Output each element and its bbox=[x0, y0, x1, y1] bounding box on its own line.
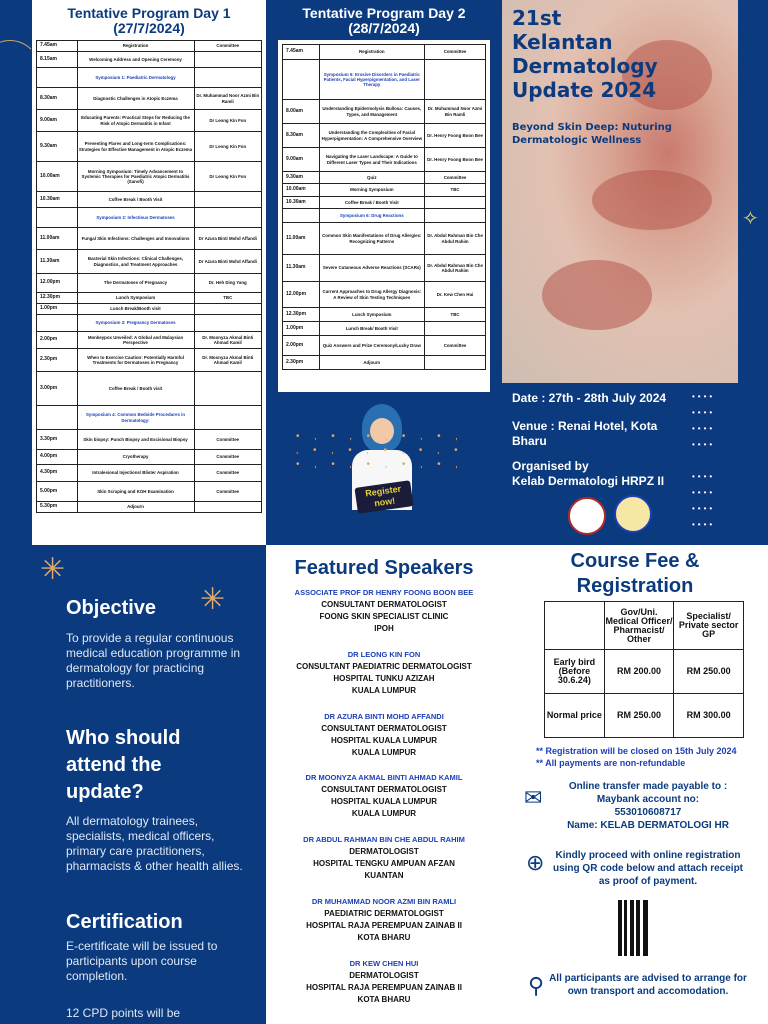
time-cell: 2.30pm bbox=[283, 356, 320, 370]
speaker-card bbox=[266, 896, 502, 944]
speaker-detail: DERMATOLOGIST bbox=[349, 971, 419, 980]
decorative-dots: •••• •••• •••• •••• bbox=[692, 472, 716, 529]
cpd-text: 12 CPD points will be bbox=[66, 1006, 181, 1020]
club-logo bbox=[568, 497, 606, 535]
account-label: Maybank account no: bbox=[596, 794, 700, 805]
speaker-detail: KUANTAN bbox=[364, 871, 404, 880]
rash-patch bbox=[592, 170, 712, 230]
mail-icon: ✉ bbox=[524, 785, 543, 810]
speaker-detail: HOSPITAL KUALA LUMPUR bbox=[330, 736, 438, 745]
speaker-cell: Committee bbox=[194, 465, 262, 482]
speaker-cell bbox=[194, 304, 262, 315]
blue-side-strip bbox=[738, 0, 768, 545]
fee-row-label: Normal price bbox=[545, 694, 605, 738]
symposium-row bbox=[37, 68, 262, 88]
schedule-row bbox=[283, 223, 486, 255]
location-pin-icon: ⚲ bbox=[528, 973, 545, 998]
schedule-row bbox=[283, 282, 486, 308]
speaker-detail: IPOH bbox=[374, 624, 394, 633]
symposium-row bbox=[37, 406, 262, 430]
speaker-name: ASSOCIATE PROF DR HENRY FOONG BOON BEE bbox=[294, 588, 474, 597]
schedule-row bbox=[283, 336, 486, 356]
star-icon: ✳ bbox=[40, 553, 66, 586]
time-cell bbox=[37, 68, 78, 88]
time-cell: 3.30pm bbox=[37, 430, 78, 450]
speaker-detail: HOSPITAL KUALA LUMPUR bbox=[330, 797, 438, 806]
schedule-row bbox=[37, 162, 262, 192]
day1-schedule-card bbox=[32, 0, 266, 545]
speaker-card bbox=[266, 772, 502, 820]
schedule-row bbox=[37, 349, 262, 372]
time-cell: 11.00am bbox=[283, 223, 320, 255]
header-time: 7.45am bbox=[283, 45, 320, 60]
speaker-name: DR AZURA BINTI MOHD AFFANDI bbox=[324, 712, 444, 721]
speaker-detail: HOSPITAL TUNKU AZIZAH bbox=[333, 674, 435, 683]
schedule-row bbox=[283, 100, 486, 124]
speaker-cell bbox=[194, 208, 262, 228]
speaker-name: DR MOONYZA AKMAL BINTI AHMAD KAMIL bbox=[305, 773, 463, 782]
time-cell: 5.00pm bbox=[37, 482, 78, 502]
speaker-cell: Dr Azura Binti Mohd Affandi bbox=[194, 250, 262, 274]
speaker-detail: FOONG SKIN SPECIALIST CLINIC bbox=[319, 612, 449, 621]
time-cell bbox=[37, 208, 78, 228]
speaker-name: DR LEONG KIN FON bbox=[347, 650, 421, 659]
speaker-cell: Dr. Moonyza Akmal Binti Ahmad Kamil bbox=[194, 332, 262, 349]
schedule-row bbox=[37, 110, 262, 132]
session-cell: Common Skin Manifestations of Drug Allergies: Recognizing Patterns bbox=[319, 223, 425, 255]
star-icon: ✳ bbox=[200, 583, 226, 616]
register-badge[interactable]: Register now! bbox=[354, 480, 413, 514]
time-cell: 11.30am bbox=[283, 255, 320, 282]
session-cell: Skin biopsy: Punch Biopsy and Excisional Biopsy bbox=[77, 430, 194, 450]
schedule-row bbox=[37, 192, 262, 208]
schedule-row bbox=[37, 228, 262, 250]
speaker-cell: TBC bbox=[425, 184, 486, 197]
speaker-detail: HOSPITAL TENGKU AMPUAN AFZAN bbox=[313, 859, 455, 868]
header-session: Registration bbox=[319, 45, 425, 60]
speaker-detail: KUALA LUMPUR bbox=[351, 686, 417, 695]
time-cell: 12.00pm bbox=[37, 274, 78, 293]
schedule-row bbox=[283, 322, 486, 336]
speaker-cell: Dr. Muhammad Noor Azmi Bin Ramli bbox=[425, 100, 486, 124]
speaker-card bbox=[266, 958, 502, 1006]
schedule-row bbox=[37, 372, 262, 406]
speaker-detail: HOSPITAL RAJA PEREMPUAN ZAINAB II bbox=[306, 921, 462, 930]
speaker-detail: HOSPITAL RAJA PEREMPUAN ZAINAB II bbox=[306, 983, 462, 992]
schedule-row bbox=[37, 430, 262, 450]
day1-table bbox=[36, 40, 262, 513]
session-cell: Current Approaches to Drug Allergy Diagnosis: A Review of Skin Testing Techniques bbox=[319, 282, 425, 308]
speaker-name: DR ABDUL RAHMAN BIN CHE ABDUL RAHIM bbox=[303, 835, 465, 844]
session-cell: When to Exercise Caution: Potentially Harmful Treatments for Dermatoses in Pregnancy bbox=[77, 349, 194, 372]
event-venue: Venue : Renai Hotel, Kota Bharu bbox=[512, 419, 658, 448]
session-cell: Coffee Break / Booth Visit bbox=[77, 192, 194, 208]
speaker-cell bbox=[194, 406, 262, 430]
symposium-title: Symposium 5: Erosive Disorders in Paediatric Patients, Facial Hyperpigmentation, and Laser Therapy bbox=[319, 60, 425, 100]
session-cell: Lunch Symposium bbox=[319, 308, 425, 322]
fee-col-gov: Gov/Uni. Medical Officer/ Pharmacist/ Other bbox=[604, 602, 674, 650]
time-cell: 11.30am bbox=[37, 250, 78, 274]
speaker-cell bbox=[194, 372, 262, 406]
transfer-label: Online transfer made payable to : bbox=[568, 781, 728, 792]
decorative-dots: •••• •••• •••• •••• bbox=[692, 392, 716, 449]
time-cell bbox=[283, 60, 320, 100]
speaker-detail: CONSULTANT DERMATOLOGIST bbox=[321, 600, 447, 609]
speaker-card bbox=[266, 834, 502, 882]
time-cell: 9.00am bbox=[283, 148, 320, 172]
event-date: Date : 27th - 28th July 2024 bbox=[512, 391, 667, 405]
session-cell: The Dermatoses of Pregnancy bbox=[77, 274, 194, 293]
schedule-row bbox=[37, 304, 262, 315]
cover-title-line: Update 2024 bbox=[512, 78, 657, 102]
speaker-detail: DERMATOLOGIST bbox=[349, 847, 419, 856]
fee-heading-line: Registration bbox=[576, 575, 694, 597]
objective-heading: Objective bbox=[66, 597, 157, 619]
day2-table bbox=[282, 44, 486, 370]
schedule-row bbox=[37, 465, 262, 482]
speaker-cell: Committee bbox=[425, 336, 486, 356]
time-cell: 5.30pm bbox=[37, 502, 78, 513]
speaker-cell: Dr. Abdul Rahman Bin Che Abdul Rahim bbox=[425, 255, 486, 282]
speaker-detail: KUALA LUMPUR bbox=[351, 748, 417, 757]
schedule-row bbox=[37, 274, 262, 293]
account-name: Name: KELAB DERMATOLOGI HR bbox=[567, 820, 729, 831]
fee-value: RM 300.00 bbox=[674, 694, 744, 738]
sparkle-icon: ✧ bbox=[742, 208, 759, 230]
table-header-row bbox=[37, 41, 262, 52]
rash-patch bbox=[542, 260, 652, 330]
time-cell: 10.30am bbox=[37, 192, 78, 208]
fee-value: RM 250.00 bbox=[604, 694, 674, 738]
time-cell: 8.15am bbox=[37, 52, 78, 68]
schedule-row bbox=[37, 482, 262, 502]
symposium-row bbox=[283, 209, 486, 223]
refund-note: ** All payments are non-refundable bbox=[536, 758, 686, 768]
online-registration-text: Kindly proceed with online registration using QR code below and attach receipt as proof of payment. bbox=[552, 850, 744, 887]
time-cell bbox=[37, 315, 78, 332]
session-cell: Adjourn bbox=[77, 502, 194, 513]
symposium-row bbox=[37, 208, 262, 228]
header-chair: Committee bbox=[194, 41, 262, 52]
cover-title-line: Kelantan bbox=[512, 30, 613, 54]
cover-title-line: 21st bbox=[512, 6, 562, 30]
cover-subtitle: Beyond Skin Deep: Nuturing Dermatologic Wellness bbox=[512, 122, 672, 146]
fee-header-row bbox=[545, 602, 744, 650]
speaker-cell: Committee bbox=[194, 482, 262, 502]
time-cell: 10.00am bbox=[37, 162, 78, 192]
symposium-row bbox=[283, 60, 486, 100]
time-cell: 12.30pm bbox=[37, 293, 78, 304]
speakers-panel bbox=[266, 545, 502, 1024]
speaker-detail: KOTA BHARU bbox=[357, 995, 411, 1004]
time-cell: 1.00pm bbox=[283, 322, 320, 336]
speakers-heading: Featured Speakers bbox=[294, 557, 474, 579]
header-chair: Committee bbox=[425, 45, 486, 60]
time-cell: 4.00pm bbox=[37, 450, 78, 465]
certification-text: E-certificate will be issued to participants upon course completion. bbox=[66, 939, 218, 983]
speaker-name: DR KEW CHEN HUI bbox=[349, 959, 419, 968]
session-cell: Cryotherapy bbox=[77, 450, 194, 465]
speaker-cell: Dr. Muhammad Noor Azmi Bin Ramli bbox=[194, 88, 262, 110]
time-cell: 4.30pm bbox=[37, 465, 78, 482]
speaker-cell: Dr. Abdul Rahman Bin Che Abdul Rahim bbox=[425, 223, 486, 255]
decorative-dots: • ‚ • ‚ • ‚ • ‚ • ‚ ‚ • ‚ • ‚ • ‚ • ‚ • • ‚ • ‚ • ‚ • ‚ • ‚ bbox=[296, 431, 464, 470]
who-heading: Who should attend the update? bbox=[66, 727, 181, 803]
session-cell: Lunch Break/Booth visit bbox=[77, 304, 194, 315]
speaker-detail: CONSULTANT DERMATOLOGIST bbox=[321, 724, 447, 733]
speaker-cell: Committee bbox=[194, 450, 262, 465]
speaker-cell bbox=[194, 52, 262, 68]
session-cell: Preventing Flares and Long-term Complications: Strategies for Effective Management in Atopic Eczema bbox=[77, 132, 194, 162]
fee-panel bbox=[502, 545, 768, 1024]
account-number: 553010608717 bbox=[614, 807, 682, 818]
speaker-cell: Dr Leong Kin Fon bbox=[194, 162, 262, 192]
event-info bbox=[502, 383, 738, 545]
speaker-cell bbox=[425, 197, 486, 209]
schedule-row bbox=[283, 184, 486, 197]
fee-row bbox=[545, 694, 744, 738]
session-cell: Quiz Answers and Prize Ceremony/Lucky Draw bbox=[319, 336, 425, 356]
speaker-cell: TBC bbox=[425, 308, 486, 322]
organiser-name: Kelab Dermatologi HRPZ II bbox=[512, 474, 665, 488]
speaker-cell: Dr Leong Kin Fon bbox=[194, 132, 262, 162]
speaker-cell bbox=[425, 209, 486, 223]
fee-row-label: Early bird (Before 30.6.24) bbox=[545, 650, 605, 694]
schedule-row bbox=[283, 124, 486, 148]
day1-panel bbox=[0, 0, 266, 545]
globe-icon: ⊕ bbox=[526, 850, 545, 875]
time-cell: 11.00am bbox=[37, 228, 78, 250]
time-cell bbox=[283, 209, 320, 223]
speaker-cell: Dr. Moonyza Akmal Binti Ahmad Kamil bbox=[194, 349, 262, 372]
session-cell: Adjourn bbox=[319, 356, 425, 370]
day1-title bbox=[32, 0, 266, 36]
session-cell: Bacterial Skin Infections: Clinical Challenges, Diagnostics, and Treatment Approaches bbox=[77, 250, 194, 274]
session-cell: Morning Symposium bbox=[319, 184, 425, 197]
schedule-row bbox=[37, 52, 262, 68]
schedule-row bbox=[37, 250, 262, 274]
session-cell: Welcoming Address and Opening Ceremony bbox=[77, 52, 194, 68]
speaker-cell: Dr. Kew Chen Hui bbox=[425, 282, 486, 308]
speaker-detail: CONSULTANT DERMATOLOGIST bbox=[321, 785, 447, 794]
day2-panel bbox=[266, 0, 502, 545]
schedule-row bbox=[37, 88, 262, 110]
fee-row bbox=[545, 650, 744, 694]
time-cell: 10.00am bbox=[283, 184, 320, 197]
who-text: All dermatology trainees, specialists, medical officers, primary care practitioners, pharmacists & other health allies. bbox=[66, 814, 243, 873]
speaker-cell: TBC bbox=[194, 293, 262, 304]
speaker-cell: Committee bbox=[194, 430, 262, 450]
symposium-title: Symposium 4: Common Bedside Procedures in Dermatology: bbox=[77, 406, 194, 430]
symposium-title: Symposium 6: Drug Reactions bbox=[319, 209, 425, 223]
speaker-cell bbox=[425, 60, 486, 100]
schedule-row bbox=[37, 450, 262, 465]
time-cell bbox=[37, 406, 78, 430]
header-time: 7.45am bbox=[37, 41, 78, 52]
session-cell: Navigating the Laser Landscape: A Guide to Different Laser Types and Their Indications bbox=[319, 148, 425, 172]
speaker-cell: Dr. Henry Foong Boon Bee bbox=[425, 124, 486, 148]
speaker-card bbox=[266, 649, 502, 697]
speaker-detail: CONSULTANT PAEDIATRIC DERMATOLOGIST bbox=[296, 662, 472, 671]
speaker-card bbox=[266, 587, 502, 635]
time-cell: 1.00pm bbox=[37, 304, 78, 315]
schedule-row bbox=[283, 197, 486, 209]
symposium-title: Symposium 1: Paediatric Dermatology bbox=[77, 68, 194, 88]
speaker-cell bbox=[194, 315, 262, 332]
time-cell: 9.00am bbox=[37, 110, 78, 132]
speaker-cell: Dr Azura Binti Mohd Affandi bbox=[194, 228, 262, 250]
speaker-cell bbox=[425, 356, 486, 370]
session-cell: Fungal Skin Infections: Challenges and Innovations bbox=[77, 228, 194, 250]
day2-title-text: Tentative Program Day 2 bbox=[302, 5, 466, 21]
symposium-row bbox=[37, 315, 262, 332]
time-cell: 9.30am bbox=[37, 132, 78, 162]
objective-panel bbox=[32, 545, 266, 1024]
speaker-cell bbox=[425, 322, 486, 336]
fee-col-specialist: Specialist/ Private sector GP bbox=[674, 602, 744, 650]
schedule-row bbox=[37, 502, 262, 513]
time-cell: 9.30am bbox=[283, 172, 320, 184]
hospital-logo bbox=[614, 495, 652, 533]
time-cell: 8.00am bbox=[283, 100, 320, 124]
schedule-row bbox=[283, 255, 486, 282]
transport-note: All participants are advised to arrange for own transport and accomodation. bbox=[549, 973, 747, 997]
session-cell: Morning Symposium: Timely Advancement to Systemic Therapies for Paediatric Atopic Dermatitis (Sanofi) bbox=[77, 162, 194, 192]
time-cell: 12.00pm bbox=[283, 282, 320, 308]
session-cell: Coffee Break / Booth visit bbox=[77, 372, 194, 406]
session-cell: Skin Scraping and KOH Examination bbox=[77, 482, 194, 502]
day2-date: (28/7/2024) bbox=[348, 20, 420, 36]
session-cell: Understanding Epidermolysis Bullosa: Causes, Types, and Management bbox=[319, 100, 425, 124]
schedule-row bbox=[283, 148, 486, 172]
session-cell: Understanding the Complexities of Facial Hyperpigmentation: A Comprehensive Overview bbox=[319, 124, 425, 148]
speaker-name: DR MUHAMMAD NOOR AZMI BIN RAMLI bbox=[311, 897, 457, 906]
speaker-detail: KUALA LUMPUR bbox=[351, 809, 417, 818]
time-cell: 10.30am bbox=[283, 197, 320, 209]
time-cell: 2.00pm bbox=[283, 336, 320, 356]
speaker-cell: Committee bbox=[425, 172, 486, 184]
schedule-row bbox=[37, 132, 262, 162]
time-cell: 3.00pm bbox=[37, 372, 78, 406]
schedule-row bbox=[283, 356, 486, 370]
fee-value: RM 200.00 bbox=[604, 650, 674, 694]
day1-date: (27/7/2024) bbox=[113, 20, 185, 36]
session-cell: Intralesional Injections/ Blister Aspiration bbox=[77, 465, 194, 482]
registration-note: ** Registration will be closed on 15th July 2024 bbox=[536, 746, 737, 756]
time-cell: 8.30am bbox=[37, 88, 78, 110]
speaker-detail: PAEDIATRIC DERMATOLOGIST bbox=[324, 909, 444, 918]
schedule-row bbox=[283, 172, 486, 184]
schedule-row bbox=[37, 332, 262, 349]
fee-heading bbox=[502, 549, 768, 599]
session-cell: Severe Cutaneous Adverse Reactions (SCARs) bbox=[319, 255, 425, 282]
day2-title bbox=[278, 0, 490, 40]
symposium-title: Symposium 2: Infectious Dermatoses bbox=[77, 208, 194, 228]
table-header-row bbox=[283, 45, 486, 60]
cover-title bbox=[512, 6, 732, 102]
cover-panel bbox=[502, 0, 768, 545]
speaker-cell: Dr Leong Kin Fon bbox=[194, 110, 262, 132]
certification-heading: Certification bbox=[66, 911, 183, 933]
session-cell: Lunch Symposium bbox=[77, 293, 194, 304]
session-cell: Quiz bbox=[319, 172, 425, 184]
day1-title-text: Tentative Program Day 1 bbox=[67, 5, 231, 21]
time-cell: 8.30am bbox=[283, 124, 320, 148]
fee-value: RM 250.00 bbox=[674, 650, 744, 694]
header-session: Registration bbox=[77, 41, 194, 52]
cover-title-line: Dermatology bbox=[512, 54, 658, 78]
fee-heading-line: Course Fee & bbox=[570, 550, 700, 572]
speaker-card bbox=[266, 711, 502, 759]
symposium-title: Symposium 3: Pregnancy Dermatoses bbox=[77, 315, 194, 332]
speaker-cell bbox=[194, 502, 262, 513]
speaker-cell bbox=[194, 192, 262, 208]
session-cell: Coffee Break / Booth Visit bbox=[319, 197, 425, 209]
time-cell: 2.30pm bbox=[37, 349, 78, 372]
time-cell: 2.00pm bbox=[37, 332, 78, 349]
day2-schedule-card bbox=[278, 0, 490, 392]
organised-label: Organised by bbox=[512, 459, 589, 473]
schedule-row bbox=[37, 293, 262, 304]
speaker-cell: Dr. Henry Foong Boon Bee bbox=[425, 148, 486, 172]
schedule-row bbox=[283, 308, 486, 322]
session-cell: Monkeypox Unveiled: A Global and Malaysian Perspective bbox=[77, 332, 194, 349]
session-cell: Educating Parents: Practical Steps for Reducing the Risk of Atopic Dermatitis in Infant bbox=[77, 110, 194, 132]
fee-corner-cell bbox=[545, 602, 605, 650]
speaker-cell: Dr. Heh Ding Yang bbox=[194, 274, 262, 293]
speaker-cell bbox=[194, 68, 262, 88]
speaker-detail: KOTA BHARU bbox=[357, 933, 411, 942]
qr-code[interactable] bbox=[618, 900, 652, 956]
session-cell: Diagnostic Challenges in Atopic Eczema bbox=[77, 88, 194, 110]
objective-text: To provide a regular continuous medical education programme in dermatology for practicing practitioners. bbox=[66, 631, 241, 690]
transfer-block bbox=[548, 780, 748, 832]
session-cell: Lunch Break/ Booth Visit bbox=[319, 322, 425, 336]
time-cell: 12.30pm bbox=[283, 308, 320, 322]
fee-table bbox=[544, 601, 744, 738]
